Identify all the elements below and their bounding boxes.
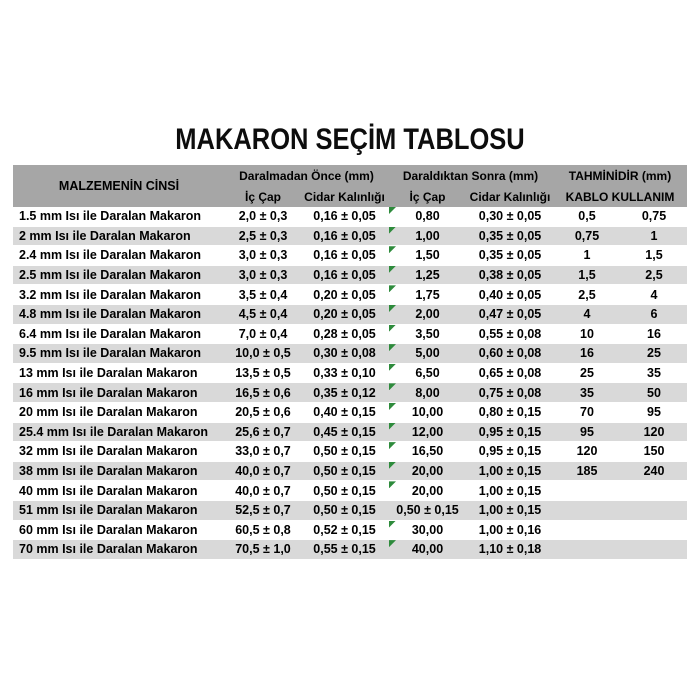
value-cell: 0,50 ± 0,15 <box>301 442 388 462</box>
table-row <box>13 246 687 266</box>
value-cell: 2,5 ± 0,3 <box>225 226 301 246</box>
value-cell: 240 <box>621 461 687 481</box>
value-cell: 5,00 <box>388 344 467 364</box>
value-cell: 0,35 ± 0,05 <box>467 246 553 266</box>
value-cell: 6 <box>621 304 687 324</box>
material-name-cell: 13 mm Isı ile Daralan Makaron <box>13 363 225 383</box>
value-cell: 0,75 <box>621 207 687 226</box>
value-cell: 2,0 ± 0,3 <box>225 207 301 226</box>
value-cell: 20,00 <box>388 481 467 501</box>
value-cell: 13,5 ± 0,5 <box>225 363 301 383</box>
value-cell: 0,75 ± 0,08 <box>467 383 553 403</box>
value-cell: 3,0 ± 0,3 <box>225 265 301 285</box>
value-cell: 0,50 ± 0,15 <box>301 481 388 501</box>
value-cell: 0,35 ± 0,05 <box>467 226 553 246</box>
value-cell: 1,25 <box>388 265 467 285</box>
table-header <box>13 165 687 207</box>
value-cell: 52,5 ± 0,7 <box>225 500 301 520</box>
value-cell: 50 <box>621 383 687 403</box>
value-cell <box>553 520 621 540</box>
value-cell: 0,40 ± 0,05 <box>467 285 553 305</box>
error-indicator-icon <box>389 442 396 449</box>
value-cell: 1,5 <box>621 246 687 266</box>
value-cell: 70 <box>553 402 621 422</box>
value-cell: 0,20 ± 0,05 <box>301 285 388 305</box>
value-cell: 2,5 <box>621 265 687 285</box>
group-header-estimate: TAHMİNİDİR (mm) <box>553 165 687 186</box>
value-cell: 0,16 ± 0,05 <box>301 207 388 226</box>
value-cell: 10,0 ± 0,5 <box>225 344 301 364</box>
value-cell: 1,00 <box>388 226 467 246</box>
value-cell: 0,30 ± 0,08 <box>301 344 388 364</box>
table-row <box>13 461 687 481</box>
value-cell: 40,00 <box>388 540 467 560</box>
material-name-cell: 9.5 mm Isı ile Daralan Makaron <box>13 344 225 364</box>
value-cell: 40,0 ± 0,7 <box>225 481 301 501</box>
value-cell: 4 <box>621 285 687 305</box>
table-body <box>13 207 687 559</box>
value-cell: 16 <box>621 324 687 344</box>
value-cell: 60,5 ± 0,8 <box>225 520 301 540</box>
material-name-cell: 60 mm Isı ile Daralan Makaron <box>13 520 225 540</box>
value-cell: 0,35 ± 0,12 <box>301 383 388 403</box>
value-cell: 1,50 <box>388 246 467 266</box>
column-header-wall-thickness-before: Cidar Kalınlığı <box>301 186 388 207</box>
material-name-cell: 16 mm Isı ile Daralan Makaron <box>13 383 225 403</box>
value-cell: 120 <box>553 442 621 462</box>
value-cell: 16,5 ± 0,6 <box>225 383 301 403</box>
value-cell: 3,5 ± 0,4 <box>225 285 301 305</box>
value-cell: 1 <box>621 226 687 246</box>
value-cell: 0,45 ± 0,15 <box>301 422 388 442</box>
error-indicator-icon <box>389 540 396 547</box>
error-indicator-icon <box>389 305 396 312</box>
value-cell: 1 <box>553 246 621 266</box>
table-row <box>13 481 687 501</box>
value-cell: 10 <box>553 324 621 344</box>
table-row <box>13 344 687 364</box>
table-row <box>13 226 687 246</box>
material-name-cell: 2.4 mm Isı ile Daralan Makaron <box>13 246 225 266</box>
material-name-cell: 32 mm Isı ile Daralan Makaron <box>13 442 225 462</box>
value-cell: 25 <box>621 344 687 364</box>
value-cell: 95 <box>553 422 621 442</box>
value-cell: 0,95 ± 0,15 <box>467 422 553 442</box>
value-cell: 1,00 ± 0,15 <box>467 461 553 481</box>
table-row <box>13 540 687 560</box>
value-cell: 0,55 ± 0,08 <box>467 324 553 344</box>
value-cell: 0,52 ± 0,15 <box>301 520 388 540</box>
makaron-selection-table <box>13 165 687 560</box>
value-cell: 120 <box>621 422 687 442</box>
value-cell: 1,75 <box>388 285 467 305</box>
value-cell: 25 <box>553 363 621 383</box>
value-cell <box>621 500 687 520</box>
value-cell: 3,0 ± 0,3 <box>225 246 301 266</box>
table-row <box>13 324 687 344</box>
value-cell: 0,16 ± 0,05 <box>301 265 388 285</box>
material-name-cell: 25.4 mm Isı ile Daralan Makaron <box>13 422 225 442</box>
material-name-cell: 1.5 mm Isı ile Daralan Makaron <box>13 207 225 226</box>
column-header-cable-usage: KABLO KULLANIM <box>553 186 687 207</box>
value-cell <box>621 481 687 501</box>
error-indicator-icon <box>389 246 396 253</box>
error-indicator-icon <box>389 521 396 528</box>
value-cell: 0,33 ± 0,10 <box>301 363 388 383</box>
error-indicator-icon <box>389 423 396 430</box>
value-cell: 0,16 ± 0,05 <box>301 246 388 266</box>
value-cell <box>621 520 687 540</box>
value-cell: 70,5 ± 1,0 <box>225 540 301 560</box>
material-name-cell: 51 mm Isı ile Daralan Makaron <box>13 500 225 520</box>
table-row <box>13 304 687 324</box>
value-cell: 0,80 <box>388 207 467 226</box>
error-indicator-icon <box>389 227 396 234</box>
value-cell: 33,0 ± 0,7 <box>225 442 301 462</box>
table-row <box>13 383 687 403</box>
value-cell: 16,50 <box>388 442 467 462</box>
value-cell: 0,50 ± 0,15 <box>301 461 388 481</box>
value-cell: 1,00 ± 0,15 <box>467 481 553 501</box>
error-indicator-icon <box>389 481 396 488</box>
value-cell: 0,65 ± 0,08 <box>467 363 553 383</box>
material-name-cell: 2 mm Isı ile Daralan Makaron <box>13 226 225 246</box>
column-header-inner-diameter-before: İç Çap <box>225 186 301 207</box>
value-cell: 2,5 <box>553 285 621 305</box>
value-cell: 40,0 ± 0,7 <box>225 461 301 481</box>
material-name-cell: 38 mm Isı ile Daralan Makaron <box>13 461 225 481</box>
value-cell: 0,30 ± 0,05 <box>467 207 553 226</box>
value-cell: 95 <box>621 402 687 422</box>
table-row <box>13 402 687 422</box>
value-cell: 16 <box>553 344 621 364</box>
table-row <box>13 442 687 462</box>
value-cell: 0,80 ± 0,15 <box>467 402 553 422</box>
value-cell: 0,47 ± 0,05 <box>467 304 553 324</box>
group-header-before-shrink: Daralmadan Önce (mm) <box>225 165 388 186</box>
error-indicator-icon <box>389 364 396 371</box>
value-cell: 10,00 <box>388 402 467 422</box>
value-cell: 1,00 ± 0,16 <box>467 520 553 540</box>
page-title: MAKARON SEÇİM TABLOSU <box>175 123 525 156</box>
value-cell: 0,55 ± 0,15 <box>301 540 388 560</box>
value-cell: 0,38 ± 0,05 <box>467 265 553 285</box>
error-indicator-icon <box>389 285 396 292</box>
value-cell: 30,00 <box>388 520 467 540</box>
value-cell: 0,60 ± 0,08 <box>467 344 553 364</box>
value-cell: 0,5 <box>553 207 621 226</box>
value-cell: 1,10 ± 0,18 <box>467 540 553 560</box>
value-cell: 25,6 ± 0,7 <box>225 422 301 442</box>
error-indicator-icon <box>389 383 396 390</box>
error-indicator-icon <box>389 207 396 214</box>
value-cell <box>553 481 621 501</box>
value-cell: 0,20 ± 0,05 <box>301 304 388 324</box>
value-cell: 8,00 <box>388 383 467 403</box>
table-row <box>13 265 687 285</box>
value-cell: 0,50 ± 0,15 <box>388 500 467 520</box>
material-name-cell: 6.4 mm Isı ile Daralan Makaron <box>13 324 225 344</box>
error-indicator-icon <box>389 344 396 351</box>
value-cell: 4 <box>553 304 621 324</box>
table-row <box>13 520 687 540</box>
value-cell: 185 <box>553 461 621 481</box>
material-name-cell: 4.8 mm Isı ile Daralan Makaron <box>13 304 225 324</box>
table-row <box>13 207 687 226</box>
material-name-cell: 3.2 mm Isı ile Daralan Makaron <box>13 285 225 305</box>
value-cell: 0,95 ± 0,15 <box>467 442 553 462</box>
value-cell: 4,5 ± 0,4 <box>225 304 301 324</box>
value-cell: 6,50 <box>388 363 467 383</box>
material-name-cell: 70 mm Isı ile Daralan Makaron <box>13 540 225 560</box>
value-cell: 20,00 <box>388 461 467 481</box>
value-cell: 20,5 ± 0,6 <box>225 402 301 422</box>
material-name-cell: 40 mm Isı ile Daralan Makaron <box>13 481 225 501</box>
group-header-row <box>13 165 687 186</box>
column-header-material: MALZEMENİN CİNSİ <box>13 165 225 207</box>
value-cell: 3,50 <box>388 324 467 344</box>
value-cell: 0,28 ± 0,05 <box>301 324 388 344</box>
value-cell: 0,75 <box>553 226 621 246</box>
value-cell <box>621 540 687 560</box>
value-cell <box>553 540 621 560</box>
table-row <box>13 422 687 442</box>
material-name-cell: 2.5 mm Isı ile Daralan Makaron <box>13 265 225 285</box>
value-cell: 150 <box>621 442 687 462</box>
error-indicator-icon <box>389 462 396 469</box>
value-cell: 1,00 ± 0,15 <box>467 500 553 520</box>
value-cell <box>553 500 621 520</box>
table-row <box>13 500 687 520</box>
table-row <box>13 363 687 383</box>
value-cell: 0,16 ± 0,05 <box>301 226 388 246</box>
value-cell: 35 <box>621 363 687 383</box>
error-indicator-icon <box>389 266 396 273</box>
error-indicator-icon <box>389 325 396 332</box>
column-header-wall-thickness-after: Cidar Kalınlığı <box>467 186 553 207</box>
column-header-inner-diameter-after: İç Çap <box>388 186 467 207</box>
group-header-after-shrink: Daraldıktan Sonra (mm) <box>388 165 553 186</box>
value-cell: 7,0 ± 0,4 <box>225 324 301 344</box>
value-cell: 0,40 ± 0,15 <box>301 402 388 422</box>
material-name-cell: 20 mm Isı ile Daralan Makaron <box>13 402 225 422</box>
error-indicator-icon <box>389 403 396 410</box>
table-row <box>13 285 687 305</box>
value-cell: 0,50 ± 0,15 <box>301 500 388 520</box>
value-cell: 1,5 <box>553 265 621 285</box>
value-cell: 2,00 <box>388 304 467 324</box>
value-cell: 12,00 <box>388 422 467 442</box>
value-cell: 35 <box>553 383 621 403</box>
